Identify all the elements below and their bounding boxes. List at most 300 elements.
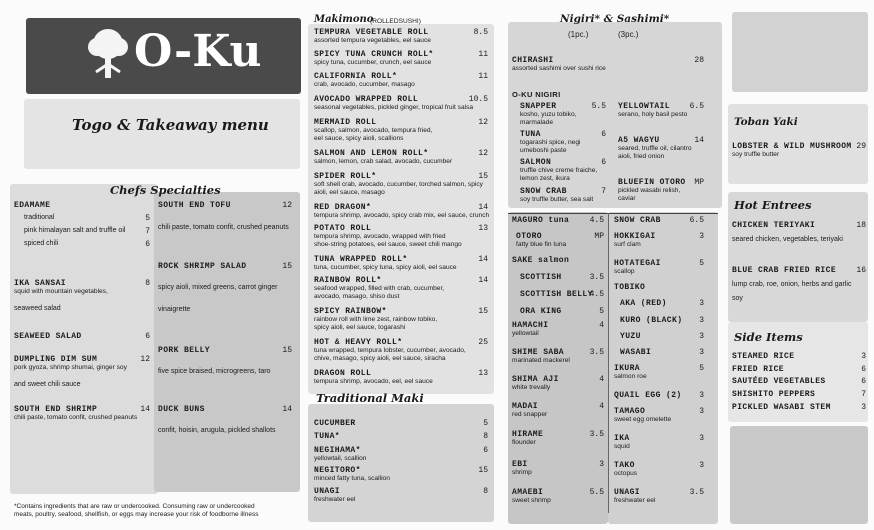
menu-item-price: 11 [478, 50, 488, 59]
menu-item [732, 221, 815, 230]
menu-item-price: 6 [145, 332, 150, 341]
menu-item-name: SEAWEED SALAD [14, 332, 82, 341]
menu-item-description: eel sauce, spicy aioli, scallions [314, 134, 404, 142]
menu-item-name: CUCUMBER [314, 419, 356, 428]
menu-item-description: serano, holy basil pesto [618, 111, 688, 118]
menu-item-name: ORA KING [520, 307, 562, 316]
menu-item [732, 377, 826, 386]
menu-item-name: KURO (BLACK) [620, 316, 683, 325]
menu-item-description: flounder [512, 439, 536, 446]
menu-item-price: 5 [699, 259, 704, 268]
menu-item [614, 407, 671, 424]
menu-item [614, 461, 637, 478]
makimono-heading: Makimono [314, 14, 374, 25]
menu-item-price: 6.5 [689, 102, 704, 111]
nigiri-vertical-divider [608, 213, 609, 513]
menu-item-name: lump crab, roe, onion, herbs and garlic [732, 281, 852, 288]
menu-item-name: BLUE CRAB FRIED RICE [732, 266, 837, 275]
menu-item-price: 5.5 [589, 488, 604, 497]
menu-item-name: SHIME SABA [512, 348, 565, 357]
menu-item-price: 13 [478, 369, 488, 378]
menu-item-description: fatty blue fin tuna [516, 241, 567, 248]
menu-item-price: 15 [282, 262, 292, 271]
menu-item-description: rainbow roll with lime zest, rainbow tobiko, [314, 316, 438, 323]
nigiri-3pc: (3pc.) [618, 30, 639, 39]
menu-item-price: 5.5 [591, 102, 606, 111]
menu-item-description: tuna wrapped, tempura lobster, cucumber, avocado, [314, 347, 466, 354]
menu-item-price: 6 [483, 446, 488, 455]
menu-item-description: scallop, salmon, avocado, tempura fried, [314, 127, 433, 134]
menu-item-name: seaweed salad [14, 305, 61, 312]
menu-item-price: 4 [599, 321, 604, 330]
menu-item-price: 15 [478, 466, 488, 475]
menu-item [314, 224, 462, 248]
menu-item [614, 488, 655, 505]
menu-item-name: MERMAID ROLL [314, 118, 377, 127]
menu-item-name: TAKO [614, 461, 635, 470]
menu-item-description: squid with mountain vegetables, [14, 288, 108, 295]
menu-item-description: white trevally [512, 384, 551, 391]
menu-item-name: SAKE salmon [512, 256, 570, 265]
menu-item-name: PORK BELLY [158, 346, 211, 355]
menu-item-description: surf clam [614, 241, 641, 248]
menu-item [614, 391, 682, 400]
menu-item [314, 487, 355, 504]
menu-item-description: soy truffle butter [732, 151, 780, 158]
menu-item-price: 3 [699, 348, 704, 357]
menu-item-name: IKA SANSAI [14, 279, 67, 288]
menu-item-name: NEGITORO* [314, 466, 361, 475]
menu-item-name: SAUTÉED VEGETABLES [732, 377, 826, 386]
menu-item [314, 118, 432, 142]
menu-item-name: TEMPURA VEGETABLE ROLL [314, 28, 429, 37]
menu-item [732, 236, 843, 244]
menu-item-name: five spice braised, microgreens, taro [158, 368, 271, 375]
menu-item-description: seared, truffle oil, cilantro [618, 145, 692, 152]
menu-item-name: AMAEBI [512, 488, 544, 497]
menu-item-name: HOKKIGAI [614, 232, 656, 241]
menu-item-name: vinaigrette [158, 306, 191, 313]
menu-item-name: SCOTTISH BELLY [520, 290, 593, 299]
menu-item [520, 102, 576, 126]
menu-item-price: 3 [699, 434, 704, 443]
disclaimer-line-1: *Contains ingredients that are raw or undercooked. Consuming raw or undercooked [14, 503, 255, 510]
menu-item-price: 3 [699, 391, 704, 400]
menu-item-name: HOT & HEAVY ROLL* [314, 338, 403, 347]
menu-item-name: SPIDER ROLL* [314, 172, 377, 181]
menu-item [158, 224, 289, 232]
disclaimer-line-2: meats, poultry, seafood, shellfish, or eggs may increase your risk of foodborne illness [14, 511, 259, 518]
menu-item-price: 4.5 [589, 216, 604, 225]
menu-item-description: seafood wrapped, filled with crab, cucumber, [314, 285, 445, 292]
menu-item [14, 305, 61, 313]
menu-item [614, 283, 645, 292]
menu-item-price: 14 [478, 203, 488, 212]
menu-item-description: shoe-string potatoes, eel sauce, sweet chili mango [314, 240, 462, 248]
menu-item [314, 338, 466, 362]
menu-item-description: umeboshi paste [520, 146, 567, 154]
menu-item-description: soy truffle butter, sea salt [520, 196, 594, 203]
menu-item-name: HOTATEGAI [614, 259, 661, 268]
menu-item-description: chili paste, tomato confit, crushed peanuts [14, 414, 138, 421]
menu-item-price: 3 [699, 316, 704, 325]
menu-item-price: 6 [861, 377, 866, 386]
menu-item [732, 403, 831, 412]
menu-item [614, 364, 647, 381]
menu-item-price: 15 [478, 307, 488, 316]
menu-item-price: 3 [699, 299, 704, 308]
menu-item-name: IKA [614, 434, 630, 443]
menu-item [314, 95, 473, 112]
menu-item-price: 6 [861, 365, 866, 374]
menu-item-price: 7 [145, 227, 150, 236]
menu-item-price: 4 [599, 375, 604, 384]
menu-item-name: SPICY RAINBOW* [314, 307, 387, 316]
traditional-heading: Traditional Maki [316, 391, 424, 405]
menu-item-name: FRIED RICE [732, 365, 785, 374]
menu-item [614, 259, 661, 276]
menu-item-description: tuna, cucumber, spicy tuna, spicy aioli, eel sauce [314, 264, 457, 271]
menu-item-name: RAINBOW ROLL* [314, 276, 382, 285]
menu-item [314, 72, 415, 89]
menu-item-name: soy [732, 295, 743, 302]
menu-item-name: TUNA WRAPPED ROLL* [314, 255, 408, 264]
menu-item-name: TAMAGO [614, 407, 646, 416]
menu-item-name: AKA (RED) [620, 299, 667, 308]
menu-item [512, 56, 606, 73]
chefs-heading: Chefs Specialties [110, 183, 221, 197]
menu-item-name: and sweet chili sauce [14, 381, 81, 388]
menu-item-price: 3 [861, 403, 866, 412]
menu-item [314, 446, 366, 463]
menu-item [732, 142, 852, 159]
menu-item [620, 299, 667, 308]
right-bottom-panel [730, 426, 868, 524]
right-top-panel [732, 12, 868, 92]
menu-item-name: ROCK SHRIMP SALAD [158, 262, 247, 271]
menu-item-name: CHIRASHI [512, 56, 554, 65]
menu-item-price: 13 [478, 224, 488, 233]
menu-item-description: chive, masago, spicy aioli, eel sauce, siracha [314, 354, 446, 362]
chefs-panel-right [154, 192, 300, 492]
menu-item [732, 390, 815, 399]
menu-item-price: 3.5 [689, 488, 704, 497]
menu-item-name: traditional [24, 214, 55, 221]
menu-item [314, 419, 356, 428]
menu-item-price: 4 [599, 402, 604, 411]
menu-item [158, 368, 270, 376]
menu-item-description: aioli, fried onion [618, 152, 665, 160]
menu-item-name: OTORO [516, 232, 543, 241]
menu-item-price: 14 [282, 405, 292, 414]
menu-item [618, 102, 687, 119]
menu-item [618, 178, 686, 202]
makimono-subheading: (ROLLEDSUSHI) [370, 18, 421, 25]
menu-item [158, 346, 210, 355]
menu-item [512, 430, 543, 447]
side-heading: Side Items [734, 330, 803, 344]
menu-item-price: 29 [856, 142, 866, 151]
menu-item-description: squid [614, 443, 630, 450]
menu-item-price: 6 [145, 240, 150, 249]
menu-item-price: 8.5 [473, 28, 488, 37]
menu-item [520, 273, 562, 282]
menu-item [614, 232, 656, 249]
menu-item-name: WASABI [620, 348, 652, 357]
menu-item [314, 149, 452, 166]
menu-item-name: SHIMA AJI [512, 375, 559, 384]
menu-item [314, 50, 434, 67]
menu-item [158, 284, 277, 292]
menu-item-name: SNOW CRAB [614, 216, 661, 225]
menu-item-price: 12 [282, 201, 292, 210]
menu-item-price: 5 [145, 214, 150, 223]
menu-item [158, 427, 276, 435]
menu-item-description: avocado, masago, shiso dust [314, 292, 400, 300]
menu-item-name: confit, hoisin, arugula, pickled shallots [158, 427, 276, 434]
menu-item [14, 279, 108, 296]
menu-item-name: SALMON AND LEMON ROLL* [314, 149, 429, 158]
menu-item-description: marmalade [520, 118, 553, 126]
menu-item-price: 3 [861, 352, 866, 361]
menu-item [314, 466, 390, 483]
menu-item-price: 3 [699, 232, 704, 241]
menu-item-name: A5 WAGYU [618, 136, 660, 145]
nigiri-divider [508, 213, 718, 214]
menu-item [14, 381, 81, 389]
menu-item [520, 307, 562, 316]
menu-item [14, 332, 82, 341]
menu-item-price: 3.5 [589, 430, 604, 439]
menu-item [516, 232, 566, 249]
nigiri-heading: Nigiri* & Sashimi* [560, 13, 670, 25]
menu-item-description: freshwater eel [314, 496, 356, 503]
menu-item [512, 375, 559, 392]
menu-item-name: IKURA [614, 364, 641, 373]
menu-item-price: 28 [694, 56, 704, 65]
menu-item-name: DUMPLING DIM SUM [14, 355, 98, 364]
menu-item-price: 3 [599, 460, 604, 469]
menu-item-price: 14 [140, 405, 150, 414]
tree-logo-icon [84, 26, 132, 84]
menu-item [732, 266, 836, 275]
menu-item-description: tempura shrimp, avocado, wrapped with fried [314, 233, 446, 240]
menu-item [314, 307, 437, 331]
oku-nigiri-heading: O-KU NIGIRI [512, 90, 561, 99]
menu-item [24, 214, 54, 222]
menu-item [158, 201, 231, 210]
menu-item-description: sweet shrimp [512, 497, 551, 504]
menu-item-name: STEAMED RICE [732, 352, 795, 361]
menu-item-name: QUAIL EGG (2) [614, 391, 682, 400]
menu-item [512, 216, 569, 225]
menu-item [24, 227, 125, 235]
menu-item-price: 3 [699, 332, 704, 341]
menu-item [620, 316, 682, 325]
menu-item-name: EBI [512, 460, 528, 469]
menu-item [24, 240, 58, 248]
menu-item [520, 130, 580, 154]
hot-heading: Hot Entrees [734, 198, 812, 212]
menu-item-name: seared chicken, vegetables, teriyaki [732, 236, 843, 243]
menu-item [158, 262, 246, 271]
menu-item-price: 12 [478, 149, 488, 158]
menu-item-description: yellowtail [512, 330, 539, 337]
menu-item-description: salmon roe [614, 373, 647, 380]
menu-item-name: UNAGI [314, 487, 341, 496]
menu-item-name: SPICY TUNA CRUNCH ROLL* [314, 50, 434, 59]
menu-item-price: 16 [856, 266, 866, 275]
menu-item-description: assorted tempura vegetables, eel sauce [314, 37, 431, 44]
menu-item-price: 18 [856, 221, 866, 230]
menu-item-name: EDAMAME [14, 201, 51, 210]
menu-item [314, 432, 340, 441]
toban-heading: Toban Yaki [734, 116, 798, 128]
menu-item-description: crab, avocado, cucumber, masago [314, 81, 415, 88]
menu-item-price: 5 [483, 419, 488, 428]
menu-item-name: HAMACHI [512, 321, 549, 330]
menu-item-price: 25 [478, 338, 488, 347]
menu-item-price: 12 [140, 355, 150, 364]
menu-item-name: RED DRAGON* [314, 203, 372, 212]
menu-item-description: octopus [614, 470, 638, 477]
menu-item-name: PICKLED WASABI STEM [732, 403, 831, 412]
menu-item-name: TOBIKO [614, 283, 646, 292]
menu-item-price: 3 [699, 407, 704, 416]
menu-item-name: SNOW CRAB [520, 187, 567, 196]
menu-item-name: AVOCADO WRAPPED ROLL [314, 95, 419, 104]
menu-item-price: MP [694, 178, 704, 187]
menu-item-name: LOBSTER & WILD MUSHROOM [732, 142, 852, 151]
menu-item-name: spicy aioli, mixed greens, carrot ginger [158, 284, 278, 291]
menu-item-name: MADAI [512, 402, 539, 411]
menu-item-description: tempura shrimp, avocado, eel, eel sauce [314, 378, 433, 385]
subtitle-panel [24, 99, 300, 169]
brand-name: O-Ku [134, 26, 262, 77]
menu-item [512, 321, 548, 338]
menu-item-description: sweet egg omelette [614, 416, 672, 423]
menu-item-price: 6.5 [689, 216, 704, 225]
menu-item-price: 14 [478, 276, 488, 285]
menu-item [614, 216, 661, 225]
menu-item [314, 255, 457, 272]
menu-item [732, 281, 851, 289]
nigiri-1pc: (1pc.) [568, 30, 589, 39]
menu-item-name: TUNA* [314, 432, 341, 441]
menu-item [14, 405, 137, 422]
menu-item [512, 348, 570, 365]
menu-item [732, 352, 794, 361]
menu-item [512, 402, 547, 419]
menu-item-name: CHICKEN TERIYAKI [732, 221, 816, 230]
menu-item-price: 7 [601, 187, 606, 196]
menu-item-description: aioli, eel sauce, masago [314, 188, 385, 196]
menu-item-name: MAGURO tuna [512, 216, 570, 225]
menu-item-price: 12 [478, 118, 488, 127]
menu-item-name: HIRAME [512, 430, 544, 439]
menu-item [314, 276, 444, 300]
menu-item-description: spicy tuna, cucumber, crunch, eel sauce [314, 59, 432, 66]
menu-item-name: SALMON [520, 158, 552, 167]
menu-item-price: 6 [601, 130, 606, 139]
menu-item-description: yellowtail, scallion [314, 455, 367, 462]
menu-item [620, 348, 651, 357]
menu-item [512, 488, 551, 505]
menu-item-description: caviar [618, 194, 636, 202]
menu-item-name: SOUTH END SHRIMP [14, 405, 98, 414]
menu-item [314, 172, 483, 196]
menu-item-name: pink himalayan salt and truffle oil [24, 227, 126, 234]
menu-item-description: spicy aioli, eel sauce, togarashi [314, 323, 406, 331]
menu-item-description: assorted sashimi over sushi rice [512, 65, 606, 72]
menu-item-description: lemon zest, ikura [520, 174, 570, 182]
menu-item-description: kosho, yuzu tobiko, [520, 111, 577, 118]
menu-item-description: tempura shrimp, avocado, spicy crab mix, eel sauce, crunch [314, 212, 490, 219]
menu-item-description: pork gyoza, shrimp shumai, ginger soy [14, 364, 127, 371]
menu-item-name: SCOTTISH [520, 273, 562, 282]
menu-item [314, 28, 431, 45]
menu-item-price: 8 [483, 487, 488, 496]
menu-item-description: freshwater eel [614, 497, 656, 504]
menu-item-price: 5 [599, 307, 604, 316]
menu-item-name: BLUEFIN OTORO [618, 178, 686, 187]
menu-item-name: SNAPPER [520, 102, 557, 111]
menu-item [732, 295, 743, 303]
menu-item-name: DUCK BUNS [158, 405, 205, 414]
menu-item-name: spiced chili [24, 240, 59, 247]
menu-item-price: 3 [699, 461, 704, 470]
menu-item-price: 11 [478, 72, 488, 81]
menu-item-price: 10.5 [468, 95, 488, 104]
menu-item-name: NEGIHAMA* [314, 446, 361, 455]
menu-item [732, 365, 784, 374]
menu-item-name: UNAGI [614, 488, 641, 497]
menu-item [314, 369, 433, 386]
menu-item-price: 4.5 [589, 290, 604, 299]
menu-item-description: marinated mackerel [512, 357, 570, 364]
menu-item-name: YUZU [620, 332, 641, 341]
menu-item-price: 3.5 [589, 348, 604, 357]
menu-item-description: pickled wasabi relish, [618, 187, 681, 194]
menu-item-price: 8 [145, 279, 150, 288]
menu-item [158, 405, 205, 414]
menu-item [614, 434, 630, 451]
menu-item-price: 8 [483, 432, 488, 441]
menu-item-price: 14 [478, 255, 488, 264]
menu-item-description: togarashi spice, negi [520, 139, 581, 146]
menu-item-price: MP [594, 232, 604, 241]
menu-item-price: 15 [282, 346, 292, 355]
menu-item-price: 6 [601, 158, 606, 167]
menu-item-price: 3.5 [589, 273, 604, 282]
menu-item-price: 5 [699, 364, 704, 373]
menu-item [14, 355, 127, 372]
page-subtitle: Togo & Takeaway menu [72, 116, 269, 134]
menu-item-description: minced fatty tuna, scallion [314, 475, 390, 482]
menu-item-description: shrimp [512, 469, 532, 476]
menu-item [512, 256, 569, 265]
menu-item-name: DRAGON ROLL [314, 369, 372, 378]
menu-item-description: scallop [614, 268, 635, 275]
menu-item-name: chili paste, tomato confit, crushed peanuts [158, 224, 289, 231]
menu-item-price: 7 [861, 390, 866, 399]
menu-item-description: salmon, lemon, crab salad, avocado, cucumber [314, 158, 453, 165]
menu-item-name: TUNA [520, 130, 541, 139]
menu-item [14, 201, 50, 210]
menu-item-description: red snapper [512, 411, 548, 418]
menu-item-name: SHISHITO PEPPERS [732, 390, 816, 399]
menu-item-price: 15 [478, 172, 488, 181]
